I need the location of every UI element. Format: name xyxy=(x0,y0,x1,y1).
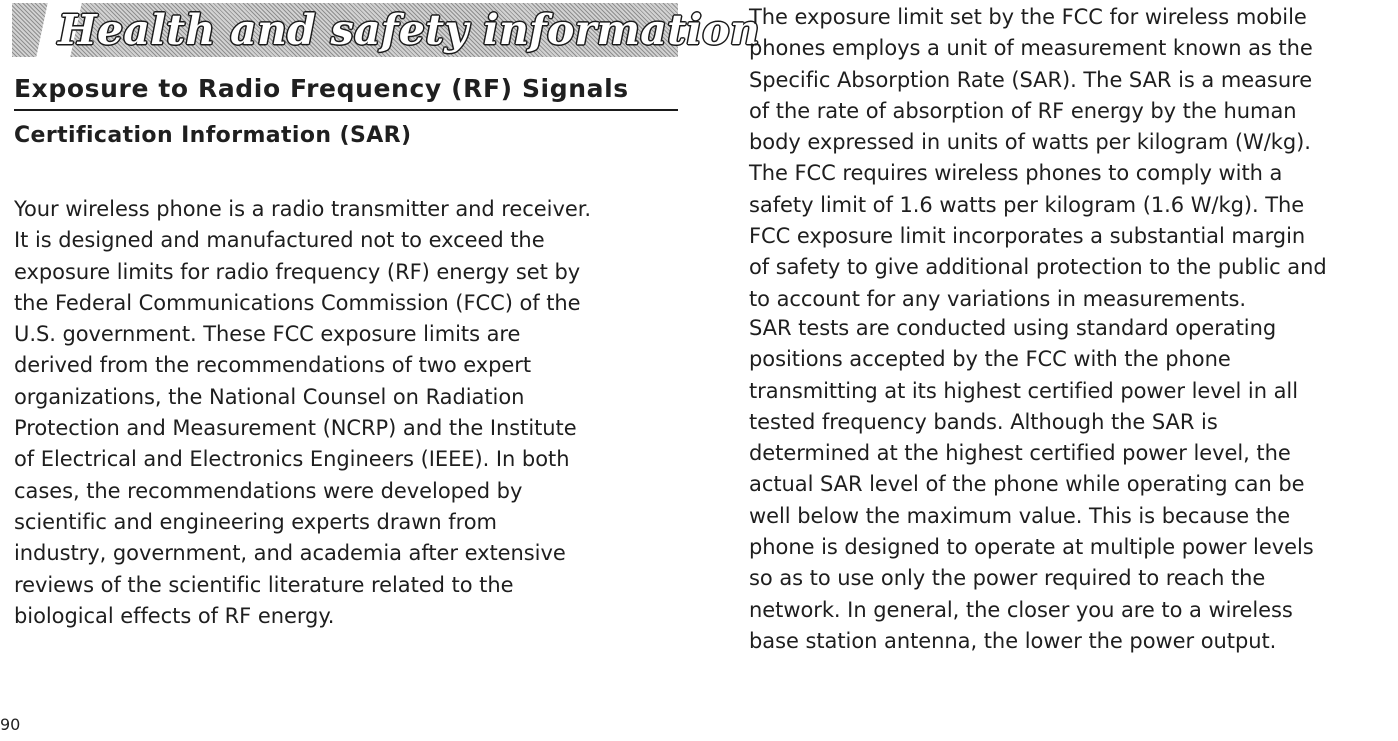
text-line: biological effects of RF energy. xyxy=(14,603,335,628)
text-line: Specific Absorption Rate (SAR). The SAR is a measure xyxy=(749,67,1313,92)
text-line: of the rate of absorption of RF energy by the human xyxy=(749,98,1297,123)
text-line: base station antenna, the lower the power output. xyxy=(749,628,1277,653)
right-paragraph-sar-tests xyxy=(749,313,1397,657)
text-line: FCC exposure limit incorporates a substantial margin xyxy=(749,224,1306,249)
page-number: 90 xyxy=(0,715,21,734)
text-line: transmitting at its highest certified power level in all xyxy=(749,378,1298,403)
banner-title: Health and safety information xyxy=(58,6,760,54)
text-line: determined at the highest certified power level, the xyxy=(749,441,1291,466)
text-line: of Electrical and Electronics Engineers (IEEE). In both xyxy=(14,447,570,472)
section-banner xyxy=(12,3,760,57)
text-line: phone is designed to operate at multiple power levels xyxy=(749,535,1314,560)
text-line: organizations, the National Counsel on Radiation xyxy=(14,384,525,409)
text-line: industry, government, and academia after extensive xyxy=(14,541,566,566)
text-line: The FCC requires wireless phones to comply with a xyxy=(749,161,1283,186)
left-paragraph xyxy=(14,194,684,632)
text-line: body expressed in units of watts per kilogram (W/kg). xyxy=(749,130,1311,155)
right-paragraph-exposure-limit xyxy=(749,2,1397,315)
text-line: U.S. government. These FCC exposure limits are xyxy=(14,322,521,347)
text-line: positions accepted by the FCC with the phone xyxy=(749,347,1231,372)
text-line: to account for any variations in measurements. xyxy=(749,286,1247,311)
text-line: so as to use only the power required to reach the xyxy=(749,566,1266,591)
text-line: cases, the recommendations were developed by xyxy=(14,478,523,503)
text-line: actual SAR level of the phone while operating can be xyxy=(749,472,1305,497)
text-line: the Federal Communications Commission (FCC) of the xyxy=(14,290,581,315)
text-line: reviews of the scientific literature related to the xyxy=(14,572,514,597)
text-line: network. In general, the closer you are to a wireless xyxy=(749,597,1293,622)
text-line: Protection and Measurement (NCRP) and the Institute xyxy=(14,416,577,441)
text-line: well below the maximum value. This is because the xyxy=(749,503,1291,528)
text-line: scientific and engineering experts drawn from xyxy=(14,509,497,534)
text-line: derived from the recommendations of two expert xyxy=(14,353,532,378)
text-line: Your wireless phone is a radio transmitter and receiver. xyxy=(14,197,591,221)
text-line: of safety to give additional protection to the public and xyxy=(749,255,1327,280)
section-heading: Exposure to Radio Frequency (RF) Signals xyxy=(14,72,678,111)
text-line: The exposure limit set by the FCC for wireless mobile xyxy=(749,5,1307,29)
text-line: phones employs a unit of measurement known as the xyxy=(749,36,1313,61)
text-line: tested frequency bands. Although the SAR is xyxy=(749,409,1218,434)
text-line: safety limit of 1.6 watts per kilogram (1.6 W/kg). The xyxy=(749,192,1305,217)
text-line: It is designed and manufactured not to exceed the xyxy=(14,228,545,253)
sub-heading: Certification Information (SAR) xyxy=(14,123,412,148)
text-line: SAR tests are conducted using standard operating xyxy=(749,316,1277,340)
text-line: exposure limits for radio frequency (RF) energy set by xyxy=(14,259,581,284)
